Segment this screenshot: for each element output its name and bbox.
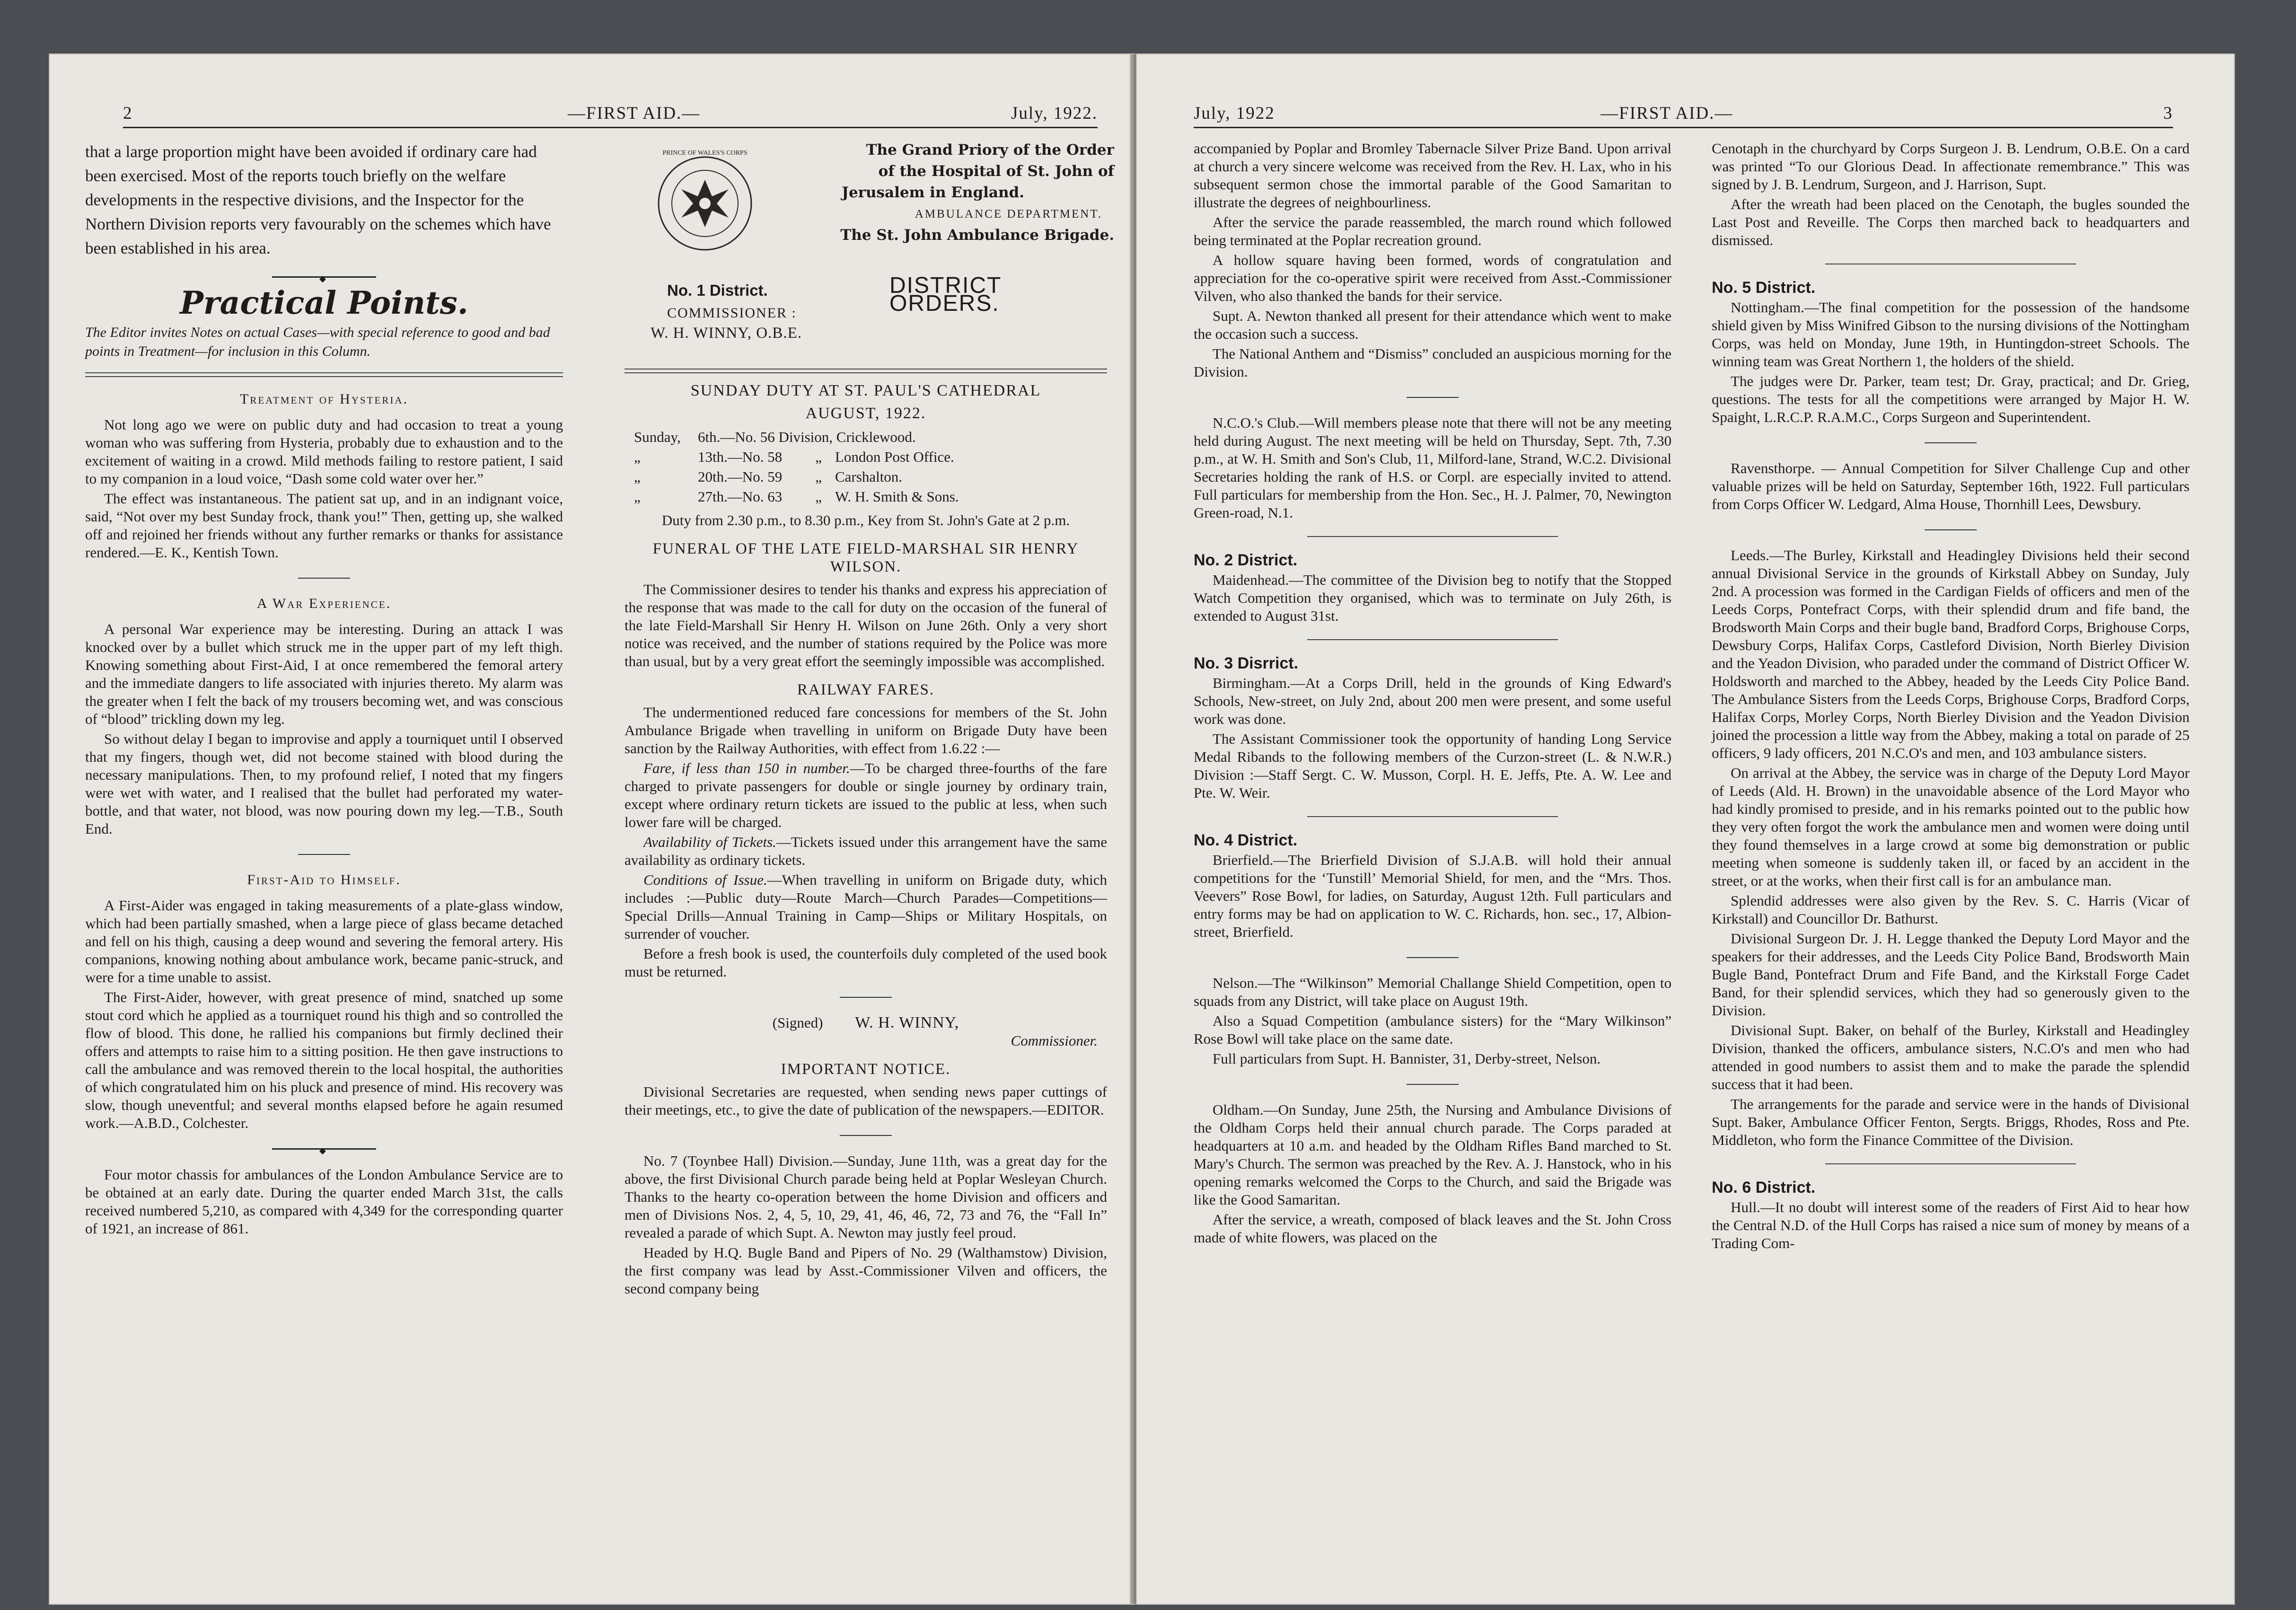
district-heading: No. 2 District. — [1194, 551, 1298, 569]
report-paragraph: A hollow square having been formed, words of congratulation and appreciation for the co-operative spirit were received from Asst.-Commissioner Vilven, who also thanked the bands for their service. — [1194, 252, 1671, 304]
divider — [1407, 957, 1459, 958]
railway-paragraph: The undermentioned reduced fare concessions for members of the St. John Ambulance Brigade when travelling in uniform on Brigade Duty have been sanction by the Railway Authorities, with effect from 1.6.22 :— — [625, 704, 1107, 757]
district-heading: No. 5 District. — [1712, 279, 1816, 297]
district-label: No. 1 District. — [667, 282, 768, 299]
district-paragraph: Divisional Surgeon Dr. J. H. Legge thanked the Deputy Lord Mayor and the speakers for their addresses, and the Leeds City Police Band, Brodsworth Main Bugle Band, Pontefract Drum and Fife Band, and the Kirkstall Forge Cadet Band, for their splendid services, which they had so generously given to the Division. — [1712, 930, 2190, 1019]
duty-place: Carshalton. — [835, 468, 903, 485]
district-paragraph: The arrangements for the parade and service were in the hands of Divisional Supt. Baker, Ambulance Officer Fenton, Sergts. Briggs, Rhodes, Ross and Pte. Middleton, who form the Finance Committee of the Division. — [1712, 1096, 2190, 1148]
right-column-1 — [1194, 140, 1671, 1249]
order-line: AMBULANCE DEPARTMENT. — [915, 208, 1102, 220]
district-paragraph: Full particulars from Supt. H. Bannister, 31, Derby-street, Nelson. — [1213, 1050, 1601, 1067]
divider — [298, 854, 350, 855]
district-heading: No. 4 District. — [1194, 831, 1298, 849]
duty-day: „ — [634, 488, 641, 505]
section-title: Practical Points. — [180, 284, 468, 321]
railway-label: Conditions of Issue. — [643, 871, 767, 888]
right-page-header — [1194, 103, 2173, 128]
page-number: 3 — [2163, 104, 2173, 123]
ornament-divider — [272, 1148, 376, 1150]
intro-paragraph: that a large proportion might have been avoided if ordinary care had been exercised. Most of the reports touch briefly on the welfare developments in the respective divisions, and the Inspector for the Northern Division reports very favourably on the schemes which have been established in his area. — [85, 142, 551, 257]
district-paragraph: Divisional Supt. Baker, on behalf of the Burley, Kirkstall and Headingley Division, thanked the officers, ambulance sisters, N.C.O's and men who had attended in good numbers to assist them and to make the parade the splendid success that it had been. — [1712, 1022, 2190, 1092]
duty-row — [634, 447, 1107, 467]
article-paragraph: A First-Aider was engaged in taking measurements of a plate-glass window, which had been partially smashed, when a large piece of glass became detached and fell on his thigh, causing a deep wound and severing the femoral artery. His companions, knowing nothing about ambulance work, became panic-struck, and were for a time unable to assist. — [85, 897, 563, 985]
section-subtitle: The Editor invites Notes on actual Cases—with special reference to good and bad points in Treatment—for inclusion in this Column. — [85, 325, 550, 359]
left-column-2 — [625, 140, 1114, 1300]
funeral-paragraph: The Commissioner desires to tender his thanks and express his appreciation of the response that was made to the call for duty on the occasion of the funeral of the late Field-Marshall Sir Henry H. Wilson on June 26th. Only a very short notice was received, and the number of stations required by the Police was more than usual, but by a very great effort the seemingly impossible was accomplished. — [625, 581, 1107, 669]
duty-date: 20th.—No. 59 — [698, 468, 783, 485]
railway-paragraph: Before a fresh book is used, the counterfoils duly completed of the used book must be returned. — [625, 945, 1107, 980]
railway-label: Fare, if less than 150 in number. — [643, 760, 850, 776]
left-page-header — [123, 103, 1098, 128]
district-paragraph: Maidenhead.—The committee of the Division beg to notify that the Stopped Watch Competition they organised, which was to terminate on July 26th, is extended to August 31st. — [1194, 572, 1671, 624]
divider — [298, 578, 350, 579]
duty-date: 13th.—No. 58 — [698, 449, 783, 465]
divider — [1407, 397, 1459, 398]
magazine-spread — [50, 54, 2234, 1604]
nco-club-paragraph: N.C.O.'s Club.—Will members please note that there will not be any meeting held during August. The next meeting will be held on Thursday, Sept. 7th, 7.30 p.m., at W. H. Smith and Son's Club, 11, Milford-lane, Strand, W.C.2. Divisional Secretaries holding the rank of H.S. or Corpl. are especially invited to attend. Full particulars for membership from the Hon. Sec., H. J. Palmer, 70, Newington Green-road, N.1. — [1194, 414, 1671, 521]
district-paragraph: The judges were Dr. Parker, team test; Dr. Gray, practical; and Dr. Grieg, questions. The tests for all the competitions were arranged by Major H. W. Spaight, L.R.C.P. R.A.M.C., Corps Surgeon and Superintendent. — [1712, 373, 2190, 425]
district-paragraph: Brierfield.—The Brierfield Division of S.J.A.B. will hold their annual competitions for the ‘Tunstill’ Memorial Shield, for men, and the “Mrs. Thos. Veevers” Rose Bowl, for ladies, on Saturday, August 12th. Full particulars and entry forms may be had on application to W. C. Richards, hon. sec., 17, Albion-street, Brierfield. — [1194, 852, 1671, 940]
left-column-1 — [85, 140, 563, 1240]
report-paragraph: After the wreath had been placed on the Cenotaph, the bugles sounded the Last Post and Reveille. The Corps then marched back to headquarters and dismissed. — [1712, 196, 2190, 248]
district-paragraph: Oldham.—On Sunday, June 25th, the Nursing and Ambulance Divisions of the Oldham Corps held their annual church parade. The Corps paraded at headquarters at 10 a.m. and headed by the Oldham Rifles Band marched to St. Mary's Church. The sermon was preached by the Rev. A. J. Hanstock, who in his opening remarks welcomed the Corps to the Church, and said the Brigade was like the Good Samaritan. — [1194, 1101, 1671, 1208]
issue-date: July, 1922. — [1011, 104, 1098, 123]
report-paragraph: Cenotaph in the churchyard by Corps Surgeon J. B. Lendrum, O.B.E. On a card was printed “To our Glorious Dead. In affectionate remembrance.” This was signed by J. B. Lendrum, Surgeon, and J. Harrison, Supt. — [1712, 140, 2190, 193]
article-paragraph: The effect was instantaneous. The patient sat up, and in an indignant voice, said, “Not over my best Sunday frock, thank you!” Then, getting up, she walked off and rejoined her friends without any further remarks or thanks for assistance rendered.—E. K., Kentish Town. — [85, 490, 563, 561]
report-paragraph: After the service the parade reassembled, the march round which followed being terminated at the Poplar recreation ground. — [1194, 214, 1671, 248]
district-paragraph: Nottingham.—The final competition for the possession of the handsome shield given by Miss Winifred Gibson to the nursing divisions of the Nottingham Corps, was held on Monday, June 19th, in Huntingdon-street Schools. The winning team was Great Northern 1, the holders of the shield. — [1712, 299, 2190, 370]
railway-text: —When travelling in uniform on Brigade duty, which includes :—Public duty—Route March—Church Parades—Competitions—Special Drills—Annual Training in Camp—Ships or Military Hospitals, on surrender of voucher. — [625, 871, 1107, 942]
district-orders-heading: DISTRICT ORDERS. — [889, 273, 1002, 316]
divider — [1307, 816, 1558, 817]
railway-paragraph — [625, 759, 1107, 831]
badge-text: PRINCE OF WALES'S CORPS — [662, 150, 748, 157]
duty-place: W. H. Smith & Sons. — [835, 488, 959, 505]
funeral-title: FUNERAL OF THE LATE FIELD-MARSHAL SIR HENRY WILSON. — [652, 540, 1079, 575]
order-line: The Grand Priory of the Order — [866, 141, 1114, 158]
report-paragraph: accompanied by Poplar and Bromley Tabernacle Silver Prize Band. Upon arrival at church a very sincere welcome was received from the Rev. H. Lax, who in his subsequent sermon chose the immortal parable of the Good Samaritan to illustrate the degrees of neighbourliness. — [1194, 140, 1671, 211]
district-paragraph: Nelson.—The “Wilkinson” Memorial Challange Shield Competition, open to squads from any District, will take place on August 19th. — [1194, 975, 1671, 1009]
signed-title: Commissioner. — [1011, 1032, 1098, 1049]
duty-time: Duty from 2.30 p.m., to 8.30 p.m., Key from St. John's Gate at 2 p.m. — [661, 512, 1070, 528]
divider — [1925, 529, 1977, 530]
order-line: of the Hospital of St. John of — [878, 163, 1114, 180]
duty-row — [634, 467, 1107, 487]
article-paragraph: So without delay I began to improvise and apply a tourniquet until I observed that my fingers, though wet, did not become stained with blood during the necessary manipulations. Then, to my profound relief, I noted that my fingers were wet with water, and I realised that the bullet had perforated my water-bottle, and that water, not blood, was now pouring down my leg.—T.B., South End. — [85, 730, 563, 837]
article-title: Treatment of Hysteria. — [240, 391, 408, 407]
district-paragraph: Also a Squad Competition (ambulance sisters) for the “Mary Wilkinson” Rose Bowl will take place on the same date. — [1194, 1012, 1671, 1047]
duty-date: 27th.—No. 63 — [698, 488, 783, 505]
report-paragraph: The National Anthem and “Dismiss” concluded an auspicious morning for the Division. — [1194, 345, 1671, 380]
signature-block — [625, 1014, 1107, 1050]
left-page — [50, 54, 1135, 1604]
running-title: —FIRST AID.— — [1601, 104, 1733, 123]
railway-text: —To be charged three-fourths of the fare charged to private passengers for double or single journey by ordinary train, except where ordinary return tickets are issued to the public at less, when such lower fare will be charged. — [625, 760, 1107, 830]
district-paragraph: Leeds.—The Burley, Kirkstall and Headingley Divisions held their second annual Divisional Service in the grounds of Kirkstall Abbey on Sunday, July 2nd. A procession was formed in the Cardigan Fields of officers and men of the Leeds Corps, Pontefract Corps, with their splendid drum and fife band, the Brodsworth Main Corps and their bugle band, Bradford Corps, Brighouse Corps, Dewsbury Corps, Halifax Corps, Castleford Division, North Bierley Division and the Yeadon Division, who paraded under the command of District Officer W. Holdsworth and marched to the Abbey, headed by the Leeds City Police Band. The Ambulance Sisters from the Leeds Corps, Brighouse Corps, Bradford Corps, Halifax Corps, Morley Corps, North Bierley Division and the Yeadon Division joined the procession a little way from the Abbey, making a total on parade of 25 officers, 9 lady officers, 201 N.C.O's and men, and 103 ambulance sisters. — [1712, 547, 2190, 761]
report-paragraph: Supt. A. Newton thanked all present for their attendance which went to make the occasion such a success. — [1194, 308, 1671, 342]
duty-place: London Post Office. — [835, 449, 954, 465]
page-number: 2 — [123, 104, 133, 123]
sunday-duty-title: SUNDAY DUTY AT ST. PAUL'S CATHEDRAL — [690, 382, 1041, 399]
commissioner-name: W. H. WINNY, O.B.E. — [651, 325, 802, 342]
district-paragraph: Splendid addresses were also given by the Rev. S. C. Harris (Vicar of Kirkstall) and Councillor Dr. Bathurst. — [1712, 892, 2190, 927]
divider — [1407, 1084, 1459, 1085]
article-paragraph: A personal War experience may be interesting. During an attack I was knocked over by a bullet which struck me in the upper part of my left thigh. Knowing something about First-Aid, I at once remembered the femoral artery and the immediate dangers to life associated with injuries thereto. My alarm was the greater when I felt the back of my trousers becoming wet, and was conscious of “blood” trickling down my leg. — [85, 621, 563, 727]
district-paragraph: On arrival at the Abbey, the service was in charge of the Deputy Lord Mayor of Leeds (Ald. H. Brown) in the unavoidable absence of the Lord Mayor who had kindly promised to preside, and in his remarks pointed out to the public how they very often forgot the work the ambulance men and women were doing until they found themselves in a large crowd at some big demonstration or public meeting when someone is suddenly taken ill, or faced by an accident in the street, or at the works, when their first call is for an ambulance man. — [1712, 765, 2190, 889]
divider — [1307, 536, 1558, 537]
notice-paragraph: Divisional Secretaries are requested, when sending news paper cuttings of their meetings, etc., to give the date of publication of the newspapers.—EDITOR. — [625, 1083, 1107, 1118]
duty-ditto: „ — [815, 488, 822, 505]
duty-row — [634, 427, 1107, 447]
duty-ditto — [916, 427, 949, 447]
railway-paragraph — [625, 833, 1107, 869]
article-paragraph: The First-Aider, however, with great presence of mind, snatched up some stout cord which he applied as a tourniquet round his thigh and so controlled the flow of blood. This done, he rallied his companions but firmly declined their offers and attempts to raise him to a sitting position. He then gave instructions to call the ambulance and was removed therein to the local hospital, the authorities of which congratulated him on his pluck and presence of mind. His recovery was slow, though uneventful; and several months elapsed before he again resumed work.—A.B.D., Colchester. — [85, 989, 563, 1131]
district-paragraph: Birmingham.—At a Corps Drill, held in the grounds of King Edward's Schools, New-street, on July 2nd, about 200 men were present, and some useful work was done. — [1194, 675, 1671, 727]
article-paragraph: Four motor chassis for ambulances of the London Ambulance Service are to be obtained at an early date. During the quarter ended March 31st, the calls received numbered 5,210, as compared with 4,349 for the corresponding quarter of 1921, an increase of 861. — [85, 1166, 563, 1237]
railway-label: Availability of Tickets. — [643, 834, 776, 850]
order-line: Jerusalem in England. — [842, 184, 1024, 201]
duty-ditto: „ — [815, 449, 822, 465]
railway-paragraph — [625, 871, 1107, 943]
divider — [840, 1135, 892, 1136]
masthead — [625, 140, 1114, 371]
divider — [1825, 1163, 2076, 1164]
sunday-duty-month: AUGUST, 1922. — [805, 405, 926, 422]
division-report: Headed by H.Q. Bugle Band and Pipers of No. 29 (Walthamstow) Division, the first company was lead by Asst.-Commissioner Vilven and officers, the second company being — [625, 1244, 1107, 1297]
railway-text: —Tickets issued under this arrangement have the same availability as ordinary tickets. — [625, 834, 1107, 868]
notice-title: IMPORTANT NOTICE. — [781, 1061, 951, 1078]
order-line: The St. John Ambulance Brigade. — [840, 227, 1114, 244]
right-column-2 — [1712, 140, 2190, 1254]
district-paragraph: After the service, a wreath, composed of black leaves and the St. John Cross made of white flowers, was placed on the — [1194, 1211, 1671, 1246]
duty-row — [634, 487, 1107, 507]
right-page — [1137, 54, 2234, 1604]
divider — [1925, 442, 1977, 443]
duty-ditto: „ — [815, 468, 822, 485]
double-rule — [85, 372, 563, 377]
commissioner-label: COMMISSIONER : — [667, 305, 797, 321]
divider — [1307, 639, 1558, 640]
signed-label: (Signed) — [772, 1014, 823, 1031]
article-paragraph: Not long ago we were on public duty and had occasion to treat a young woman who was suffering from Hysteria, probably due to exhaustion and to the excitement of waiting in a crowd. Mild methods failing to restore patient, I said to my companion in a loud voice, “Dash some cold water over her.” — [85, 416, 563, 487]
order-text — [792, 140, 1114, 246]
corps-badge — [651, 144, 759, 263]
district-paragraph: Hull.—It no doubt will interest some of the readers of First Aid to hear how the Central N.D. of the Hull Corps has raised a nice sum of money by means of a Trading Com- — [1712, 1199, 2190, 1251]
issue-date: July, 1922 — [1194, 104, 1275, 123]
duty-table — [625, 427, 1107, 507]
article-title: First-Aid to Himself. — [247, 872, 401, 888]
duty-day: „ — [634, 449, 641, 465]
district-paragraph: Ravensthorpe. — Annual Competition for Silver Challenge Cup and other valuable prizes will be held on Saturday, September 16th, 1922. Full particulars from Corps Officer W. Ledgard, Alma House, Thornhill Lees, Dewsbury. — [1712, 460, 2190, 512]
divider — [840, 997, 892, 998]
railway-title: RAILWAY FARES. — [797, 681, 935, 698]
duty-day: „ — [634, 468, 641, 485]
duty-day: Sunday, — [634, 429, 681, 445]
district-heading: No. 3 Disrrict. — [1194, 654, 1299, 672]
ornament-divider — [272, 276, 376, 278]
double-rule — [625, 369, 1107, 373]
duty-date: 6th.—No. 56 Division, Cricklewood. — [698, 429, 916, 445]
signed-name: W. H. WINNY, — [855, 1014, 959, 1031]
division-report: No. 7 (Toynbee Hall) Division.—Sunday, June 11th, was a great day for the above, the first Divisional Church parade being held at Poplar Wesleyan Church. Thanks to the hearty co-operation between the home Division and officers and men of Divisions Nos. 2, 4, 5, 10, 29, 41, 46, 46, 72, 73 and 76, the “Fall In” revealed a parade of which Supt. A. Newton may justly feel proud. — [625, 1153, 1107, 1241]
district-paragraph: The Assistant Commissioner took the opportunity of handing Long Service Medal Ribands to the following members of the Curzon-street (L. & N.W.R.) Division :—Staff Sergt. C. W. Musson, Corpl. H. E. Jeffs, Pte. A. W. Lee and Pte. W. Weir. — [1194, 730, 1671, 801]
running-title: —FIRST AID.— — [568, 104, 701, 123]
article-title: A War Experience. — [256, 596, 392, 611]
district-heading: No. 6 District. — [1712, 1179, 1816, 1197]
